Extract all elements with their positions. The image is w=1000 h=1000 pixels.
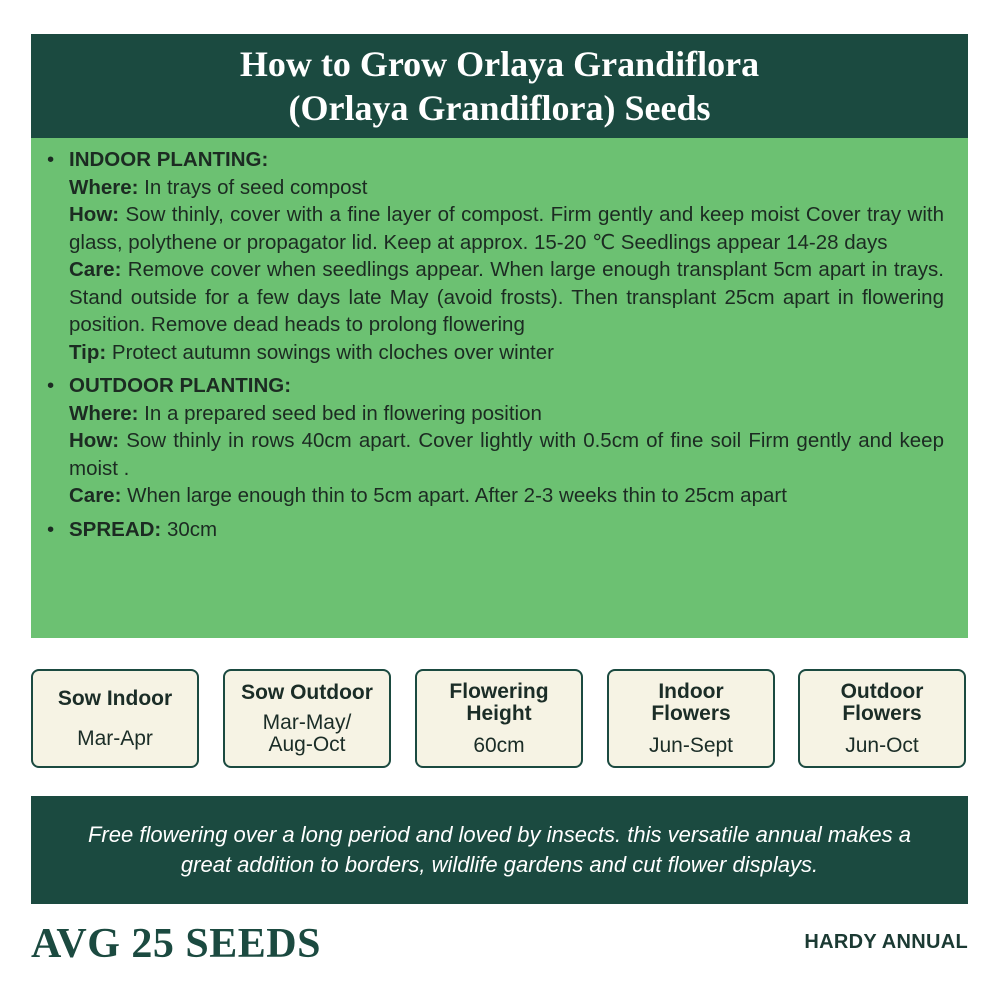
care-label: Care: <box>69 484 122 507</box>
card-value: 60cm <box>473 733 525 757</box>
outdoor-how <box>69 427 944 482</box>
card-title: Flowering Height <box>449 679 549 725</box>
card-value: Jun-Oct <box>845 733 919 757</box>
tip-text: Protect autumn sowings with cloches over winter <box>106 340 554 364</box>
spread-section <box>47 516 944 544</box>
how-text: Sow thinly in rows 40cm apart. Cover lightly with 0.5cm of fine soil Firm gently and keep moist . <box>69 429 944 480</box>
description-banner <box>31 796 968 904</box>
card-outdoor-flowers <box>798 669 966 768</box>
card-value: Jun-Sept <box>648 733 734 757</box>
outdoor-care <box>69 482 944 510</box>
outdoor-planting-title: OUTDOOR PLANTING: <box>69 374 292 397</box>
where-text: In trays of seed compost <box>138 175 368 199</box>
card-title: Sow Indoor <box>57 686 173 710</box>
indoor-tip <box>69 339 944 367</box>
card-sow-indoor <box>31 669 199 768</box>
bullet-icon: • <box>47 517 55 541</box>
spread-label: SPREAD: <box>69 517 162 541</box>
card-value: Mar-Apr <box>77 726 153 750</box>
tip-label: Tip: <box>69 340 107 364</box>
outdoor-planting-section <box>47 372 944 510</box>
where-label: Where: <box>69 175 139 199</box>
bullet-icon: • <box>47 374 55 397</box>
where-text: In a prepared seed bed in flowering position <box>138 401 542 425</box>
spread-value: 30cm <box>161 517 218 541</box>
plant-type: HARDY ANNUAL <box>804 931 968 953</box>
care-label: Care: <box>69 258 122 281</box>
instructions-panel <box>31 138 968 638</box>
indoor-planting-title: INDOOR PLANTING: <box>69 148 269 171</box>
info-cards <box>31 669 968 772</box>
spread-line <box>69 516 944 544</box>
title-line-1: How to Grow Orlaya Grandiflora <box>239 44 760 84</box>
card-value: Mar-May/ Aug-Oct <box>262 710 352 756</box>
page-title <box>31 34 968 138</box>
card-title: Sow Outdoor <box>241 680 373 704</box>
card-indoor-flowers <box>607 669 775 768</box>
outdoor-where <box>69 400 944 428</box>
care-text: When large enough thin to 5cm apart. After 2-3 weeks thin to 25cm apart <box>121 484 787 507</box>
how-text: Sow thinly, cover with a fine layer of compost. Firm gently and keep moist Cover tray with glass, polythene or propagator lid. Keep at approx. 15-20 ℃ Seedlings appear 14-28 days <box>69 203 944 254</box>
title-line-2: (Orlaya Grandiflora) Seeds <box>288 88 711 128</box>
where-label: Where: <box>69 401 139 425</box>
card-flowering-height <box>415 669 583 768</box>
indoor-how <box>69 201 944 256</box>
indoor-care <box>69 256 944 339</box>
card-title: Outdoor Flowers <box>840 679 924 725</box>
indoor-where <box>69 174 944 202</box>
how-label: How: <box>69 203 120 226</box>
how-label: How: <box>69 429 120 452</box>
care-text: Remove cover when seedlings appear. When large enough transplant 5cm apart in trays. Stand outside for a few days late May (avoid frosts). Then transplant 25cm apart in flowering position. Remove dead heads to prolong flowering <box>69 258 944 336</box>
description-text: Free flowering over a long period and loved by insects. this versatile annual makes a great addition to borders, wildlife gardens and cut flower displays. <box>87 822 911 877</box>
indoor-planting-section <box>47 146 944 366</box>
card-sow-outdoor <box>223 669 391 768</box>
card-title: Indoor Flowers <box>651 679 731 725</box>
bullet-icon: • <box>47 148 55 171</box>
seed-count: AVG 25 SEEDS <box>31 921 321 967</box>
